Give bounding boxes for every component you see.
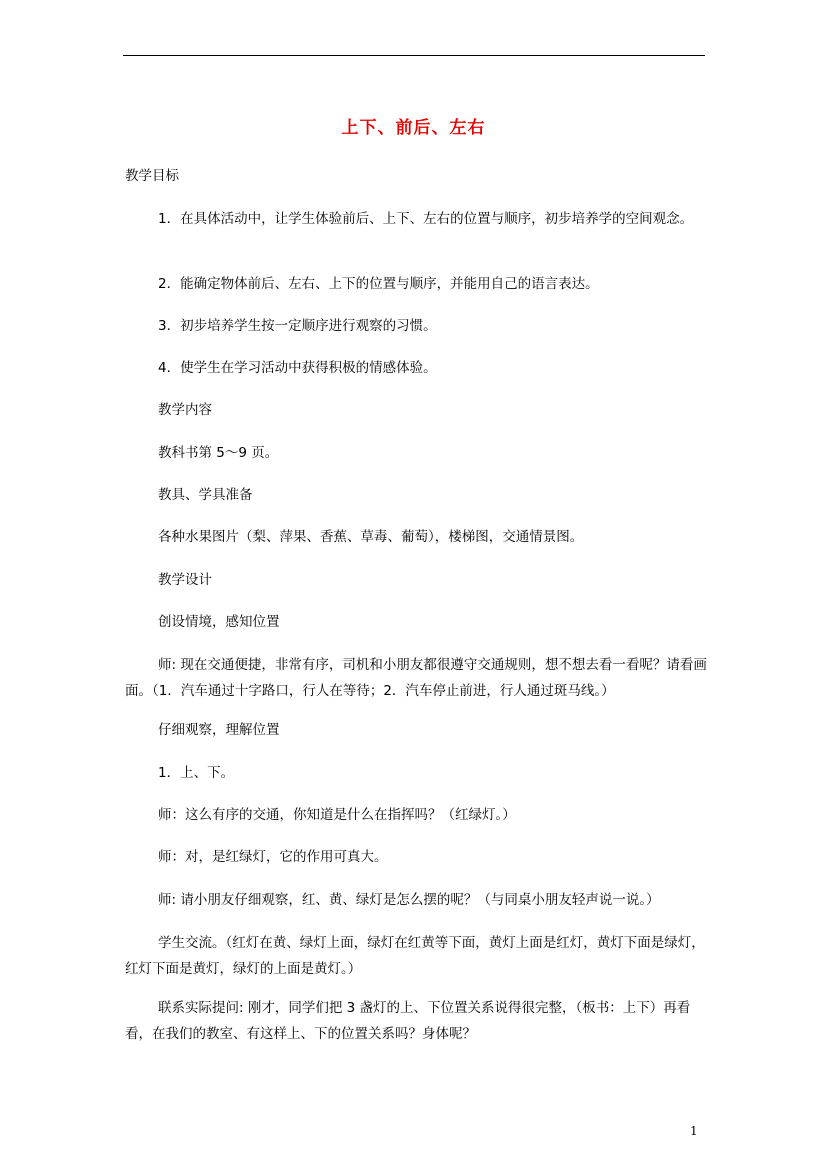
heading-teaching-design: 教学设计: [158, 572, 212, 588]
heading-create-situation: 创设情境，感知位置: [158, 614, 280, 630]
paragraph-teacher-observe: 师: 请小朋友仔细观察，红、黄、绿灯是怎么摆的呢？（与同桌小朋友轻声说一说。）: [158, 892, 660, 908]
paragraph-goal-1: 1．在具体活动中，让学生体验前后、上下、左右的位置与顺序，初步培养学的空间观念。: [158, 211, 694, 227]
paragraph-up-down: 1．上、下。: [158, 765, 235, 781]
document-title: 上下、前后、左右: [341, 118, 486, 138]
header-rule: [123, 55, 705, 56]
heading-teaching-goals: 教学目标: [125, 168, 179, 184]
heading-observe-carefully: 仔细观察，理解位置: [158, 722, 280, 738]
page-number: 1: [690, 1124, 698, 1138]
paragraph-practical-question: 联系实际提问: 刚才，同学们把 3 盏灯的上、下位置关系说得很完整，（板书：上下）再看看，在我们的教室、有这样上、下的位置关系吗？身体呢？: [125, 1000, 691, 1042]
paragraph-textbook-pages: 教科书第 5～9 页。: [158, 445, 279, 461]
paragraph-teacher-question: 师：这么有序的交通，你知道是什么在指挥吗？（红绿灯。）: [158, 807, 516, 823]
paragraph-teaching-aids: 各种水果图片（梨、萍果、香蕉、草毒、葡萄），楼梯图，交通情景图。: [158, 529, 584, 545]
paragraph-teacher-traffic: 师: 现在交通便捷，非常有序，司机和小朋友都很遵守交通规则，想不想去看一看呢？请看画面。（1．汽车通过十字路口，行人在等待；2．汽车停止前进，行人通过斑马线。）: [125, 657, 707, 699]
heading-teaching-content: 教学内容: [158, 402, 212, 418]
paragraph-goal-2: 2．能确定物体前后、左右、上下的位置与顺序，并能用自己的语言表达。: [158, 276, 599, 292]
heading-teaching-aids: 教具、学具准备: [158, 487, 253, 503]
paragraph-goal-3: 3．初步培养学生按一定顺序进行观察的习惯。: [158, 318, 437, 334]
paragraph-goal-4: 4．使学生在学习活动中获得积极的情感体验。: [158, 360, 437, 376]
paragraph-teacher-affirm: 师：对，是红绿灯，它的作用可真大。: [158, 849, 388, 865]
paragraph-student-exchange: 学生交流。（红灯在黄、绿灯上面，绿灯在红黄等下面，黄灯上面是红灯，黄灯下面是绿灯，红灯下面是黄灯，绿灯的上面是黄灯。）: [125, 935, 705, 977]
